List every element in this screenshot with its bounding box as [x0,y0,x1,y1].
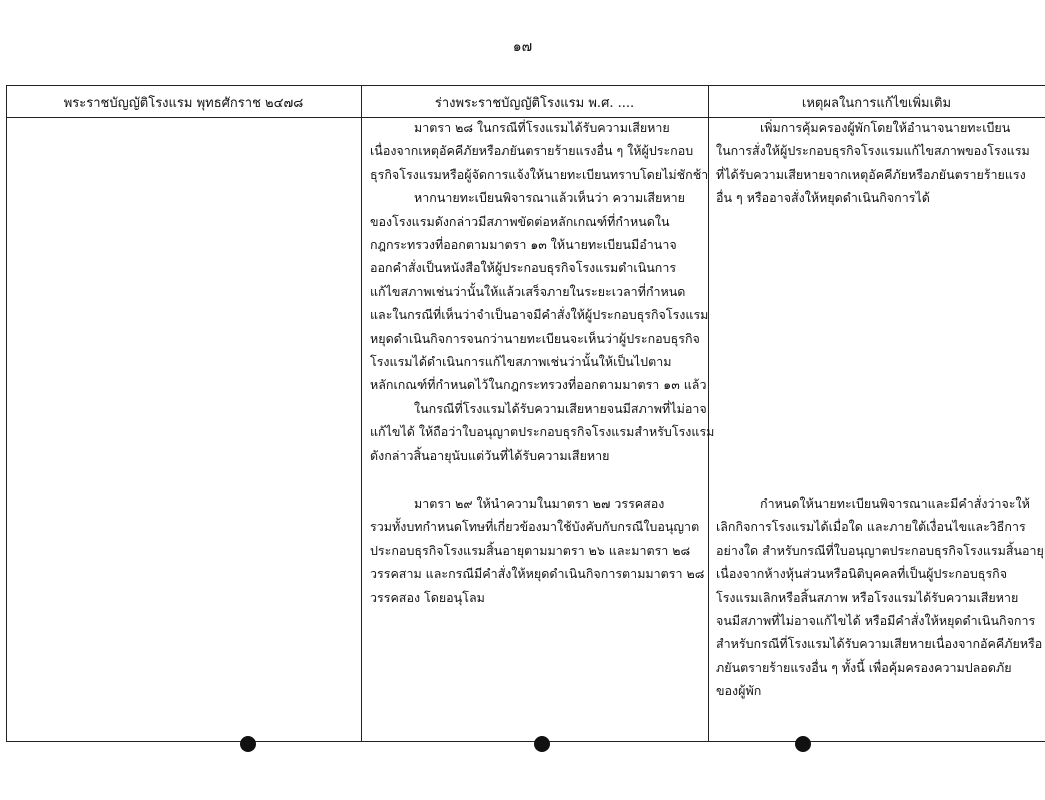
text-line: เนื่องจากห้างหุ้นส่วนหรือนิติบุคคลที่เป็นผู้ประกอบธุรกิจ [716,566,1008,582]
text-line: สำหรับกรณีที่โรงแรมได้รับความเสียหายเนื่องจากอัคคีภัยหรือ [716,636,1043,652]
column-divider-1 [361,85,362,741]
text-line: ในกรณีที่โรงแรมได้รับความเสียหายจนมีสภาพที่ไม่อาจ [414,400,707,416]
text-line: ธุรกิจโรงแรมหรือผู้จัดการแจ้งให้นายทะเบียนทราบโดยไม่ชักช้า [370,166,709,182]
text-line: รวมทั้งบทกำหนดโทษที่เกี่ยวข้องมาใช้บังคับกับกรณีใบอนุญาต [370,519,700,535]
text-line: ดังกล่าวสิ้นอายุนับแต่วันที่ได้รับความเสียหาย [370,447,610,463]
text-line: มาตรา ๒๘ ในกรณีที่โรงแรมได้รับความเสียหาย [414,120,670,135]
text-line: ภยันตรายร้ายแรงอื่น ๆ ทั้งนี้ เพื่อคุ้มครองความปลอดภัย [716,659,1012,675]
text-line: เนื่องจากเหตุอัคคีภัยหรือภยันตรายร้ายแรงอื่น ๆ ให้ผู้ประกอบ [370,143,694,159]
text-line: จนมีสภาพที่ไม่อาจแก้ไขได้ หรือมีคำสั่งให้หยุดดำเนินกิจการ [716,613,1036,629]
text-line: ในการสั่งให้ผู้ประกอบธุรกิจโรงแรมแก้ไขสภาพของโรงแรม [716,143,1030,159]
text-line: ของโรงแรมดังกล่าวมีสภาพขัดต่อหลักเกณฑ์ที่กำหนดใน [370,213,670,229]
text-line: โรงแรมได้ดำเนินการแก้ไขสภาพเช่นว่านั้นให้เป็นไปตาม [370,354,672,370]
text-line: ประกอบธุรกิจโรงแรมสิ้นอายุตามมาตรา ๒๖ และมาตรา ๒๘ [370,542,691,558]
text-line: หากนายทะเบียนพิจารณาแล้วเห็นว่า ความเสียหาย [414,190,685,206]
text-line: อื่น ๆ หรืออาจสั่งให้หยุดดำเนินกิจการได้ [716,190,930,206]
text-line: กฎกระทรวงที่ออกตามมาตรา ๑๓ ให้นายทะเบียนมีอำนาจ [370,237,677,253]
text-line: แก้ไขได้ ให้ถือว่าใบอนุญาตประกอบธุรกิจโรงแรมสำหรับโรงแรม [370,424,715,440]
header-draft-act: ร่างพระราชบัญญัติโรงแรม พ.ศ. .... [434,96,635,111]
punch-hole [795,736,811,752]
text-line: ที่ได้รับความเสียหายจากเหตุอัคคีภัยหรือภยันตรายร้ายแรง [716,166,1026,182]
header-original-act: พระราชบัญญัติโรงแรม พุทธศักราช ๒๔๗๘ [63,96,304,111]
text-line: กำหนดให้นายทะเบียนพิจารณาและมีคำสั่งว่าจะให้ [760,496,1030,511]
text-line: ออกคำสั่งเป็นหนังสือให้ผู้ประกอบธุรกิจโรงแรมดำเนินการ [370,260,677,276]
punch-hole [534,736,550,752]
text-line: หลักเกณฑ์ที่กำหนดไว้ในกฎกระทรวงที่ออกตามมาตรา ๑๓ แล้ว [370,377,707,393]
reason-section-28 [716,116,1030,210]
reason-section-29 [716,492,1044,703]
text-line: หยุดดำเนินกิจการจนกว่านายทะเบียนจะเห็นว่าผู้ประกอบธุรกิจ [370,330,700,346]
text-line: แก้ไขสภาพเช่นว่านั้นให้แล้วเสร็จภายในระยะเวลาที่กำหนด [370,283,686,299]
text-line: และในกรณีที่เห็นว่าจำเป็นอาจมีคำสั่งให้ผู้ประกอบธุรกิจโรงแรม [370,307,709,323]
text-line: วรรคสาม และกรณีมีคำสั่งให้หยุดดำเนินกิจการตามมาตรา ๒๘ [370,566,705,582]
text-line: โรงแรมเลิกหรือสิ้นสภาพ หรือโรงแรมได้รับความเสียหาย [716,589,1019,605]
text-line: วรรคสอง โดยอนุโลม [370,589,485,605]
text-line: มาตรา ๒๙ ให้นำความในมาตรา ๒๗ วรรคสอง [414,496,665,511]
punch-hole [240,736,256,752]
text-line: เลิกกิจการโรงแรมได้เมื่อใด และภายใต้เงื่อนไขและวิธีการ [716,519,1026,535]
draft-section-28 [370,116,714,467]
draft-section-29 [370,492,704,609]
text-line: เพิ่มการคุ้มครองผู้พักโดยให้อำนาจนายทะเบียน [760,120,1011,135]
header-amendment-reason: เหตุผลในการแก้ไขเพิ่มเติม [801,96,952,111]
text-line: อย่างใด สำหรับกรณีที่ใบอนุญาตประกอบธุรกิจโรงแรมสิ้นอายุ [716,542,1044,558]
page-number: ๑๗ [512,39,533,55]
text-line: ของผู้พัก [716,683,762,699]
